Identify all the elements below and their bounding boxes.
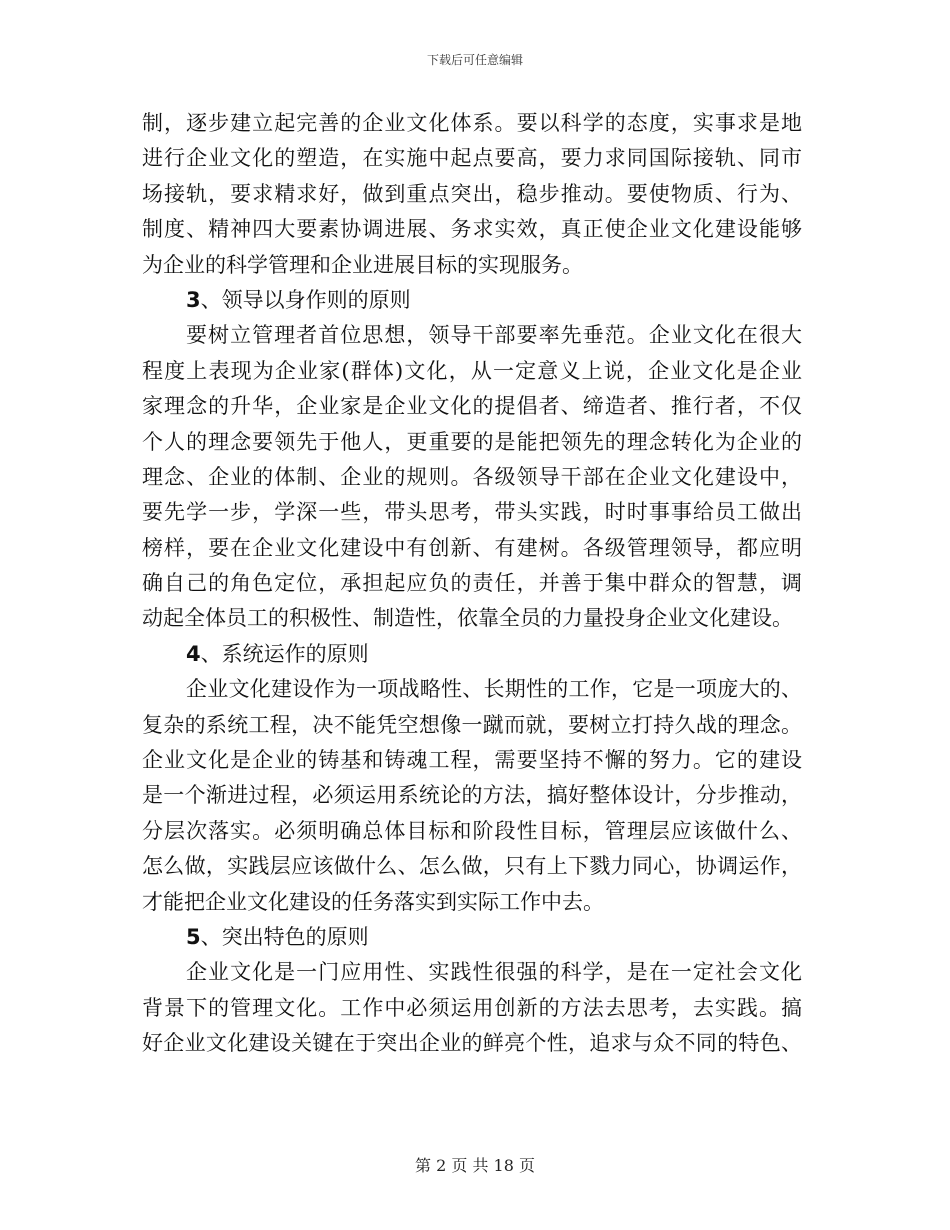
section-heading <box>142 637 802 672</box>
text-line: 程度上表现为企业家(群体)文化，从一定意义上说，企业文化是企业 <box>142 358 802 383</box>
text-line: 确自己的角色定位，承担起应负的责任，并善于集中群众的智慧，调 <box>142 571 802 596</box>
section-title: 、突出特色的原则 <box>200 924 369 949</box>
paragraph <box>142 318 802 637</box>
text-line: 制度、精神四大要素协调进展、务求实效，真正使企业文化建设能够 <box>142 217 802 242</box>
section-number: 5 <box>186 924 201 949</box>
section-title: 、领导以身作则的原则 <box>200 287 411 312</box>
section-title: 、系统运作的原则 <box>200 641 369 666</box>
text-line: 要先学一步，学深一些，带头思考，带头实践，时时事事给员工做出 <box>142 500 802 525</box>
section-number: 4 <box>186 641 201 666</box>
text-line: 要树立管理者首位思想，领导干部要率先垂范。企业文化在很大 <box>186 323 802 348</box>
text-line: 好企业文化建设关键在于突出企业的鲜亮个性，追求与众不同的特色、 <box>142 1031 802 1056</box>
text-line: 为企业的科学管理和企业进展目标的实现服务。 <box>142 252 583 277</box>
text-line: 背景下的管理文化。工作中必须运用创新的方法去思考，去实践。搞 <box>142 995 802 1020</box>
text-line: 怎么做，实践层应该做什么、怎么做，只有上下戮力同心，协调运作， <box>142 854 802 879</box>
text-line: 复杂的系统工程，决不能凭空想像一蹴而就，要树立打持久战的理念。 <box>142 712 802 737</box>
text-line: 理念、企业的体制、企业的规则。各级领导干部在企业文化建设中， <box>142 464 802 489</box>
text-line: 制，逐步建立起完善的企业文化体系。要以科学的态度，实事求是地 <box>142 111 802 135</box>
text-line: 个人的理念要领先于他人，更重要的是能把领先的理念转化为企业的 <box>142 429 802 454</box>
text-line: 进行企业文化的塑造，在实施中起点要高，要力求同国际接轨、同市 <box>142 146 802 171</box>
page-number: 第 2 页 共 18 页 <box>415 1156 535 1175</box>
paragraph <box>142 106 802 283</box>
text-line: 分层次落实。必须明确总体目标和阶段性目标，管理层应该做什么、 <box>142 818 802 843</box>
text-line: 企业文化建设作为一项战略性、长期性的工作，它是一项庞大的、 <box>186 677 802 702</box>
section-heading <box>142 920 802 955</box>
text-line: 是一个渐进过程，必须运用系统论的方法，搞好整体设计，分步推动， <box>142 783 802 808</box>
text-line: 才能把企业文化建设的任务落实到实际工作中去。 <box>142 889 604 914</box>
page-header: 下载后可任意编辑 <box>426 53 523 67</box>
paragraph <box>142 672 802 920</box>
text-line: 企业文化是一门应用性、实践性很强的科学，是在一定社会文化 <box>186 960 802 985</box>
paragraph <box>142 955 802 1061</box>
section-number: 3 <box>186 287 201 312</box>
text-line: 家理念的升华，企业家是企业文化的提倡者、缔造者、推行者，不仅 <box>142 394 802 419</box>
document-body <box>142 106 802 1062</box>
section-heading <box>142 283 802 318</box>
text-line: 动起全体员工的积极性、制造性，依靠全员的力量投身企业文化建设。 <box>142 606 793 631</box>
text-line: 榜样，要在企业文化建设中有创新、有建树。各级管理领导，都应明 <box>142 535 802 560</box>
text-line: 场接轨，要求精求好，做到重点突出，稳步推动。要使物质、行为、 <box>142 181 802 206</box>
text-line: 企业文化是企业的铸基和铸魂工程，需要坚持不懈的努力。它的建设 <box>142 748 802 773</box>
